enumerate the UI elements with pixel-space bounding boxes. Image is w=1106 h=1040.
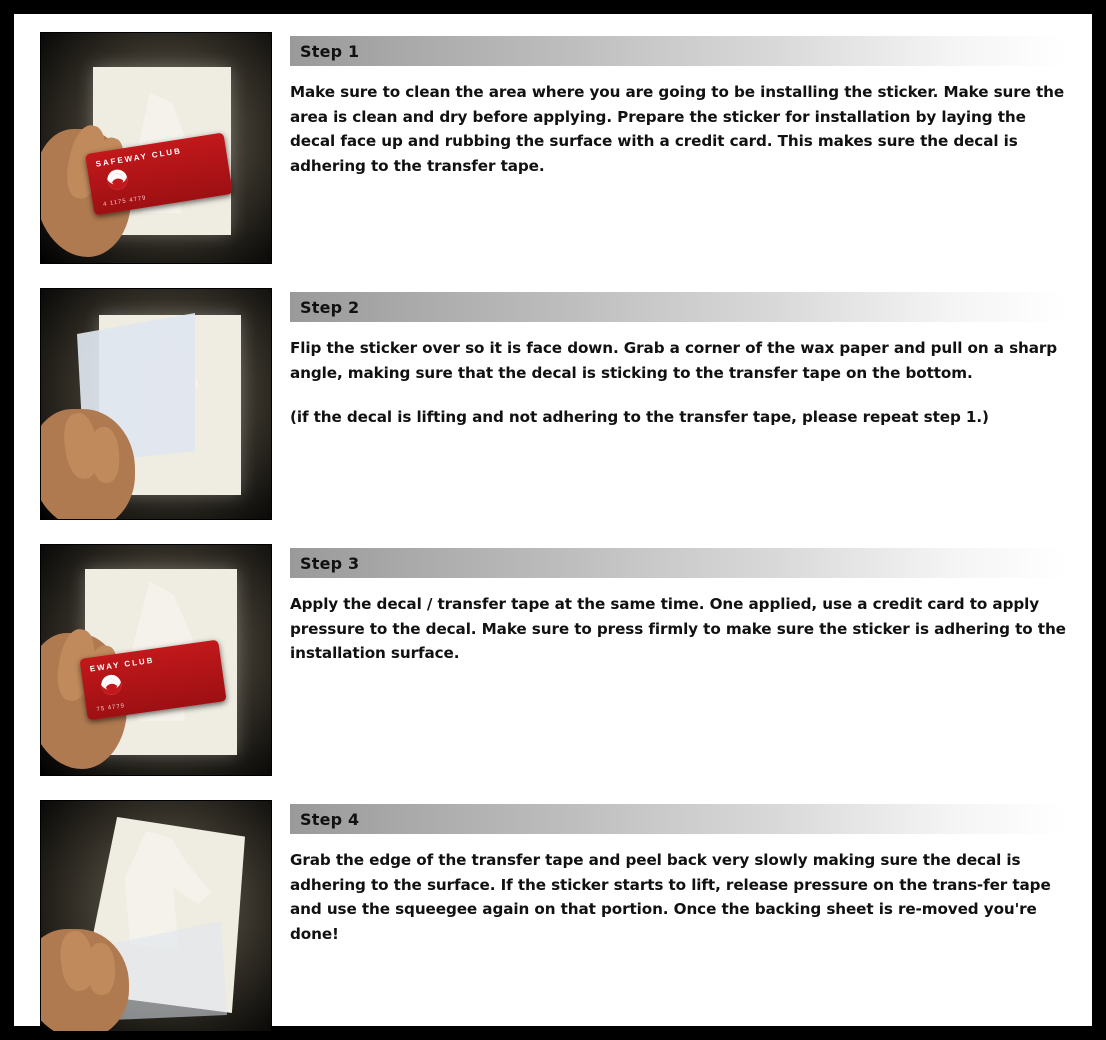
step-row: [40, 544, 1066, 776]
step-4-paragraph-1: Grab the edge of the transfer tape and peel back very slowly making sure the decal is adhering to the surface. If the sticker starts to lift, release pressure on the trans-fer tape and use the squeegee again on that portion. Once the backing sheet is re-moved you're done!: [290, 851, 1051, 943]
step-photo-column: [40, 800, 272, 1032]
card-logo-icon: [106, 168, 129, 191]
step-2-header: [290, 292, 1066, 322]
step-row: [40, 800, 1066, 1032]
card-number-label: 4 1175 4779: [102, 195, 148, 209]
step-photo-column: [40, 32, 272, 264]
step-2-label: Step 2: [300, 297, 360, 317]
step-1-header: [290, 36, 1066, 66]
step-text-column: [272, 800, 1066, 947]
step-4-photo: [40, 800, 272, 1032]
step-2-photo: [40, 288, 272, 520]
step-text-column: [272, 544, 1066, 666]
card-logo-icon: [100, 674, 123, 697]
step-2-paragraph-2: (if the decal is lifting and not adhering to the transfer tape, please repeat step 1.): [290, 408, 989, 427]
step-text-column: [272, 288, 1066, 430]
step-4-label: Step 4: [300, 809, 360, 829]
step-1-photo: [40, 32, 272, 264]
step-3-photo: [40, 544, 272, 776]
step-2-paragraph-1: Flip the sticker over so it is face down. Grab a corner of the wax paper and pull on a sharp angle, making sure that the decal is sticking to the transfer tape on the bottom.: [290, 339, 1058, 382]
instruction-sheet: [14, 14, 1092, 1026]
step-text-column: [272, 32, 1066, 179]
step-row: [40, 32, 1066, 264]
step-1-label: Step 1: [300, 41, 360, 61]
card-title-label: SAFEWAY CLUB: [94, 146, 183, 169]
step-1-paragraph-1: Make sure to clean the area where you are going to be installing the sticker. Make sure the area is clean and dry before applying. Prepare the sticker for installation by laying the decal face up and rubbing the surface with a credit card. This makes sure the decal is adhering to the transfer tape.: [290, 83, 1065, 175]
step-photo-column: [40, 544, 272, 776]
card-title-label: EWAY CLUB: [89, 655, 155, 674]
step-3-header: [290, 548, 1066, 578]
step-4-header: [290, 804, 1066, 834]
card-number-label: 75 4779: [96, 703, 126, 714]
finger: [86, 943, 116, 996]
step-3-label: Step 3: [300, 553, 360, 573]
step-photo-column: [40, 288, 272, 520]
step-3-paragraph-1: Apply the decal / transfer tape at the same time. One applied, use a credit card to apply pressure to the decal. Make sure to press firmly to make sure the sticker is adhering to the installation surface.: [290, 595, 1066, 663]
step-row: [40, 288, 1066, 520]
steps-list: [40, 32, 1066, 1032]
